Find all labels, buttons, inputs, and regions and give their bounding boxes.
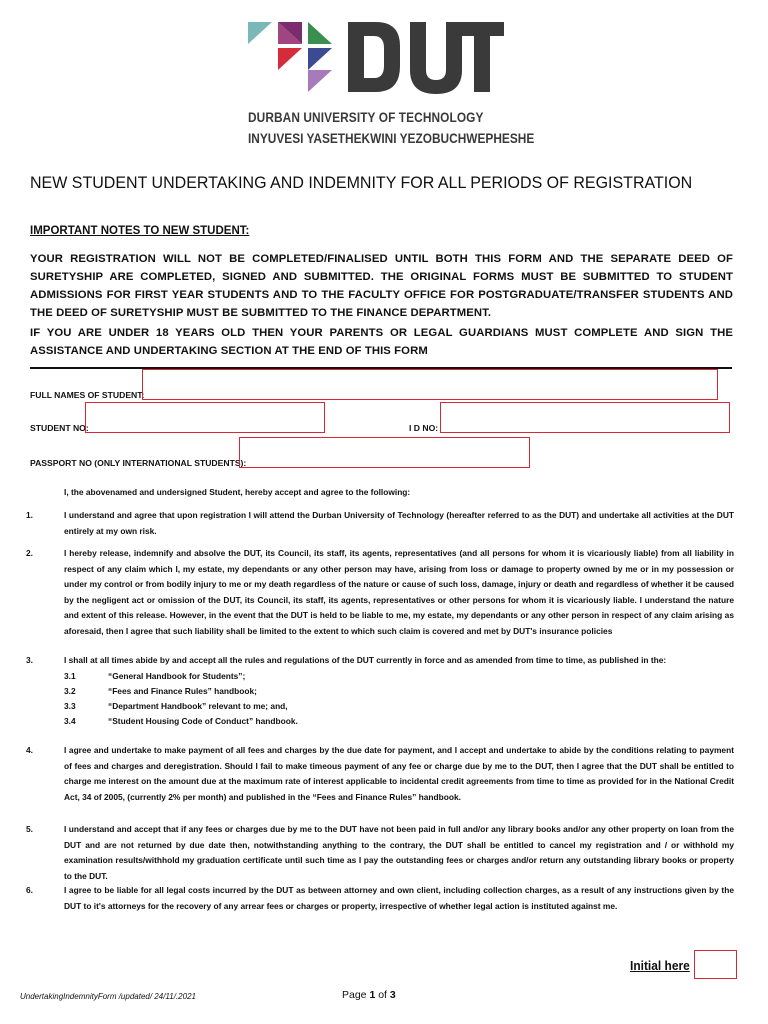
subclause-text: “Student Housing Code of Conduct” handbook. xyxy=(108,716,298,726)
form-reference: UndertakingIndemnityForm /updated/ 24/11/.2021 xyxy=(20,992,196,1001)
notes-paragraph-1: YOUR REGISTRATION WILL NOT BE COMPLETED/FINALISED UNTIL BOTH THIS FORM AND THE SEPARATE DEED OF SURETYSHIP ARE COMPLETED, SIGNED AND SUBMITTED. THE ORIGINAL FORMS MUST BE SUBMITTED TO STUDENT ADMISSIONS FOR FIRST YEAR STUDENTS AND TO THE FACULTY OFFICE FOR POSTGRADUATE/TRANSFER STUDENTS AND THE DEED OF SURETYSHIP MUST BE SUBMITTED TO THE FINANCE DEPARTMENT. xyxy=(30,253,733,319)
document-title: NEW STUDENT UNDERTAKING AND INDEMNITY FOR ALL PERIODS OF REGISTRATION xyxy=(30,174,693,192)
id-no-label: I D NO: xyxy=(409,423,439,433)
university-name: DURBAN UNIVERSITY OF TECHNOLOGY xyxy=(248,110,484,125)
subclause-text: “Fees and Finance Rules” handbook; xyxy=(108,686,257,696)
initial-here-label: Initial here xyxy=(630,958,690,973)
initial-field[interactable] xyxy=(694,950,737,979)
full-names-field[interactable] xyxy=(142,369,718,400)
university-name-zulu: INYUVESI YASETHEKWINI YEZOBUCHWEPHESHE xyxy=(248,131,535,146)
clause-text: I shall at all times abide by and accept all the rules and regulations of the DUT currently in force and as amended from time to time, as published in the: xyxy=(64,655,667,665)
clause-number: 5. xyxy=(26,824,33,834)
clause-number: 6. xyxy=(26,885,33,895)
clause-number: 4. xyxy=(26,745,33,755)
clause-number: 1. xyxy=(26,510,33,520)
clause-text: I understand and agree that upon registration I will attend the Durban University of Technology (hereafter referred to as the DUT) and undertake all activities at the DUT entirely at my own risk. xyxy=(64,510,734,536)
subclause-number: 3.4 xyxy=(64,716,76,726)
dut-logo-mark xyxy=(248,18,508,108)
clause-text: I hereby release, indemnify and absolve the DUT, its Council, its staff, its agents, representatives (and all persons for whom it is vicariously liable) from all liability in respect of any claim which I, my estate, my dependants or any other person may have, arising from loss or damage to property owned by me or in my possession or under my control or from bodily injury to me or my death regardless of the nature or cause of such loss, damage, injury or death and regardless of whether it be caused by the negligent act or omission of the DUT, its Council, its staff, its agents, representatives or other persons for whom it is vicariously liable. I understand the nature and extent of this release. However, in the event that the DUT is held to be liable to me, my estate, my dependants or any other person in respect of any claim arising as aforesaid, then I agree that such liability shall be limited to the extent to which such claim is covered and met by DUT's insurance policies xyxy=(64,548,734,636)
clause-text: I agree and undertake to make payment of all fees and charges by the due date for payment, and I accept and undertake to abide by the conditions relating to payment of fees and charges and deregistration. Should I fail to make timeous payment of any fee or charge due by me to the DUT, then I agree that the DUT shall be entitled to charge me interest on the amount due at the maximum rate of interest applicable to incidental credit agreements from time to time as provided for in the National Credit Act, 34 of 2005, (currently 2% per month) and published in the “Fees and Finance Rules” handbook. xyxy=(64,745,734,802)
passport-label: PASSPORT NO (ONLY INTERNATIONAL STUDENTS): xyxy=(30,458,247,468)
dut-logo xyxy=(248,18,535,148)
page-indicator xyxy=(342,989,396,1001)
full-names-label: FULL NAMES OF STUDENT: xyxy=(30,390,145,400)
page-of: of xyxy=(378,989,387,1001)
subclause-text: “Department Handbook” relevant to me; and, xyxy=(108,701,288,711)
subclause-number: 3.2 xyxy=(64,686,76,696)
student-no-label: STUDENT NO: xyxy=(30,423,89,433)
page-current: 1 xyxy=(369,989,376,1001)
clause-number: 2. xyxy=(26,548,33,558)
page-word: Page xyxy=(342,989,367,1001)
page-total: 3 xyxy=(389,989,396,1001)
student-no-field[interactable] xyxy=(85,402,325,433)
passport-field[interactable] xyxy=(239,437,530,468)
subclause-text: “General Handbook for Students”; xyxy=(108,671,246,681)
subclause-number: 3.3 xyxy=(64,701,76,711)
clause-text: I understand and accept that if any fees or charges due by me to the DUT have not been paid in full and/or any library books and/or any other property on loan from the DUT and are not returned by due date then, notwithstanding anything to the contrary, the DUT shall be entitled to cancel my registration and / or withhold my examination results/withhold my graduation certificate until such time as I pay the outstanding fees or charges and/or return any outstanding library books or property to the DUT. xyxy=(64,824,734,881)
id-no-field[interactable] xyxy=(440,402,730,433)
intro-statement: I, the abovenamed and undersigned Student, hereby accept and agree to the following: xyxy=(64,487,411,497)
clause-text: I agree to be liable for all legal costs incurred by the DUT as between attorney and own client, including collection charges, as a result of any instructions given by the DUT to it's attorneys for the recovery of any arrear fees or charges or property, irrespective of whether legal action is instituted against me. xyxy=(64,885,734,911)
subclause-number: 3.1 xyxy=(64,671,76,681)
notes-paragraph-2: IF YOU ARE UNDER 18 YEARS OLD THEN YOUR PARENTS OR LEGAL GUARDIANS MUST COMPLETE AND SIGN THE ASSISTANCE AND UNDERTAKING SECTION AT THE END OF THIS FORM xyxy=(30,327,733,357)
notes-heading: IMPORTANT NOTES TO NEW STUDENT: xyxy=(30,225,250,237)
clause-number: 3. xyxy=(26,655,33,665)
